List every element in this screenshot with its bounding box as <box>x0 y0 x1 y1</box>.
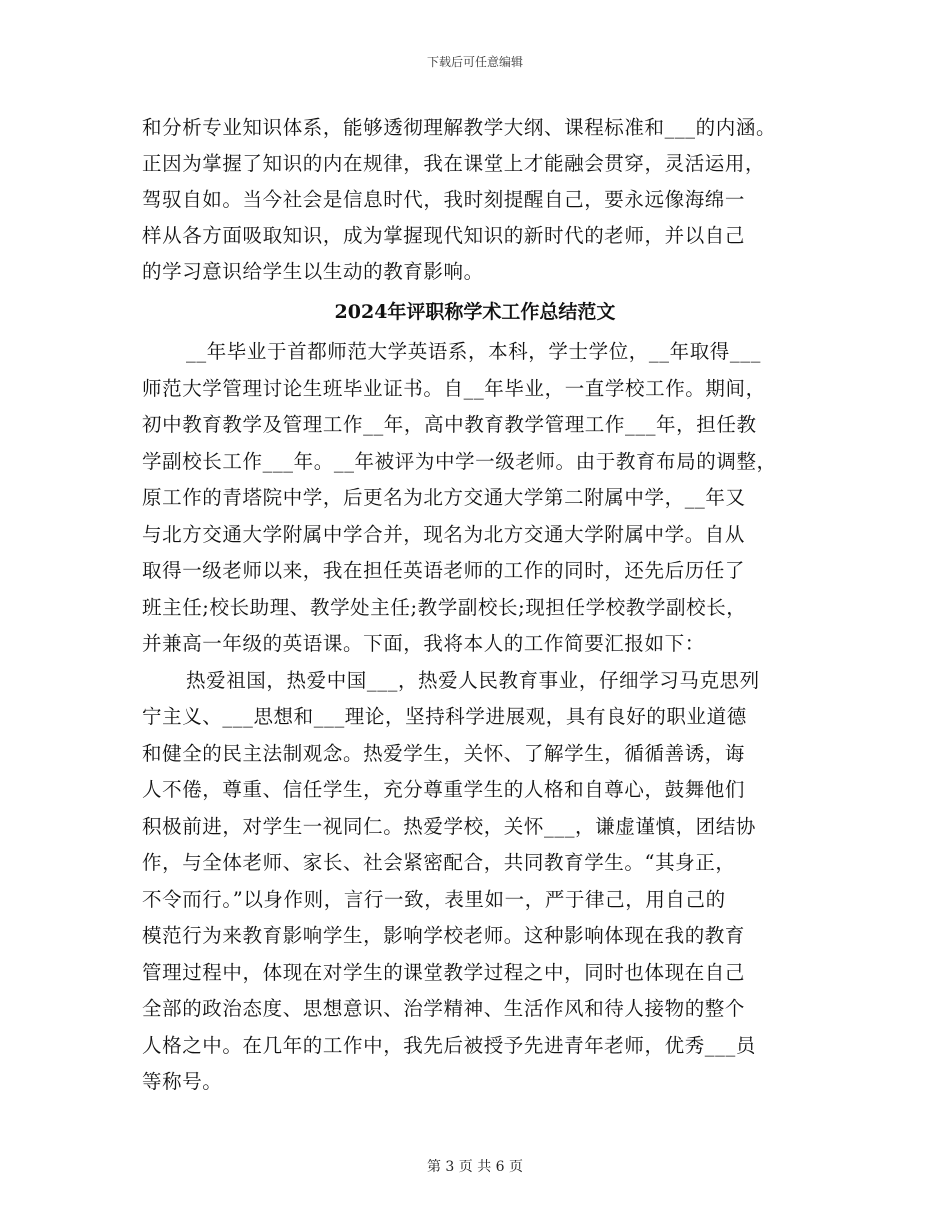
text-line: 原工作的青塔院中学，后更名为北方交通大学第二附属中学，__年又 <box>142 486 746 509</box>
text-line: 与北方交通大学附属中学合并，现名为北方交通大学附属中学。自从 <box>142 523 746 546</box>
text-line: 和健全的民主法制观念。热爱学生，关怀、了解学生，循循善诱，诲 <box>142 742 746 765</box>
text-line: 热爱祖国，热爱中国___，热爱人民教育事业，仔细学习马克思列 <box>186 669 760 692</box>
text-line: 驾驭自如。当今社会是信息时代，我时刻提醒自己，要永远像海绵一 <box>142 188 746 211</box>
text-line: 模范行为来教育影响学生，影响学校老师。这种影响体现在我的教育 <box>142 924 746 947</box>
page-number: 第 3 页 共 6 页 <box>426 1159 524 1175</box>
page-header: 下载后可任意编辑 <box>426 55 523 69</box>
text-line: 并兼高一年级的英语课。下面，我将本人的工作简要汇报如下： <box>142 632 705 655</box>
text-line: 不令而行。”以身作则，言行一致，表里如一，严于律己，用自己的 <box>142 888 726 911</box>
text-line: 等称号。 <box>142 1070 223 1093</box>
text-line: 人不倦，尊重、信任学生，充分尊重学生的人格和自尊心，鼓舞他们 <box>142 778 746 801</box>
text-line: 初中教育教学及管理工作__年，高中教育教学管理工作___年，担任教 <box>142 413 757 436</box>
text-line: 和分析专业知识体系，能够透彻理解教学大纲、课程标准和___的内涵。 <box>142 116 777 139</box>
text-line: 取得一级老师以来，我在担任英语老师的工作的同时，还先后历任了 <box>142 559 746 582</box>
text-line: 师范大学管理讨论生班毕业证书。自__年毕业，一直学校工作。期间， <box>142 377 766 400</box>
text-line: 正因为掌握了知识的内在规律，我在课堂上才能融会贯穿，灵活运用， <box>142 152 766 175</box>
text-line: 管理过程中，体现在对学生的课堂教学过程之中，同时也体现在自己 <box>142 961 746 984</box>
text-line: 的学习意识给学生以生动的教育影响。 <box>142 260 484 283</box>
text-line: __年毕业于首都师范大学英语系，本科，学士学位，__年取得___ <box>186 340 761 363</box>
text-line: 积极前进，对学生一视同仁。热爱学校，关怀___，谦虚谨慎，团结协 <box>142 815 756 838</box>
text-line: 学副校长工作___年。__年被评为中学一级老师。由于教育布局的调整， <box>142 450 777 473</box>
text-line: 全部的政治态度、思想意识、治学精神、生活作风和待人接物的整个 <box>142 997 746 1020</box>
document-title: 2024年评职称学术工作总结范文 <box>334 301 616 323</box>
text-line: 宁主义、___思想和___理论，坚持科学进展观，具有良好的职业道德 <box>142 705 747 728</box>
text-line: 作，与全体老师、家长、社会紧密配合，共同教育学生。“其身正， <box>142 851 736 874</box>
text-line: 人格之中。在几年的工作中，我先后被授予先进青年老师，优秀___员 <box>142 1034 756 1057</box>
text-line: 样从各方面吸取知识，成为掌握现代知识的新时代的老师，并以自己 <box>142 224 746 247</box>
text-line: 班主任;校长助理、教学处主任;教学副校长;现担任学校教学副校长， <box>142 596 747 619</box>
